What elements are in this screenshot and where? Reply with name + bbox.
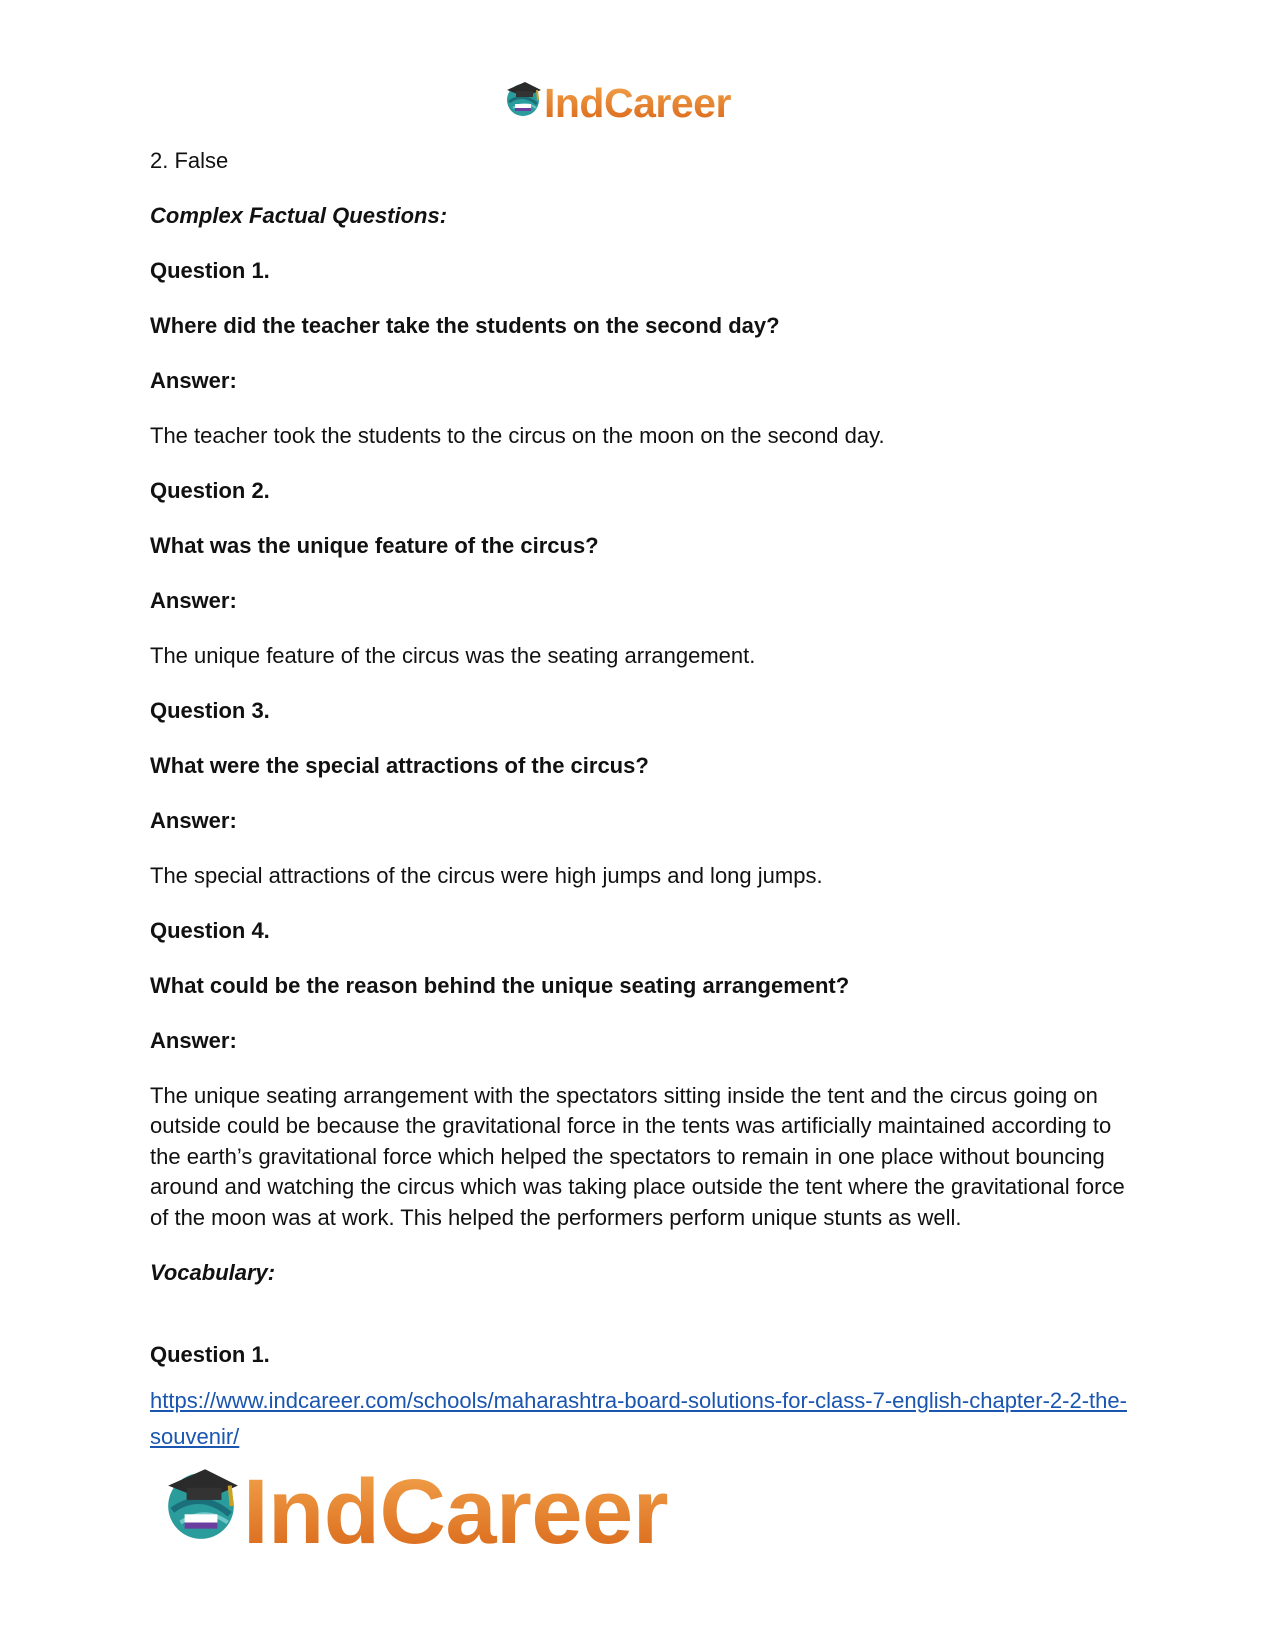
question-4-text: What could be the reason behind the unique seating arrangement? [150,973,850,998]
answer-3-label: Answer: [150,808,237,833]
footer-logo [160,1462,668,1562]
header-logo [503,78,731,128]
logo-wordmark: IndCareer [243,1461,668,1563]
main-content [150,146,1130,1313]
graduation-cap-globe-icon [160,1460,242,1565]
logo-wordmark: IndCareer [544,79,731,126]
question-2-label: Question 2. [150,478,270,503]
answer-4-text: The unique seating arrangement with the spectators sitting inside the tent and the circus going on outside could be because the gravitational force in the tents was artificially maintained according to the earth’s gravitational force which helped the spectators to remain in one place without bouncing around and watching the circus which was taking place outside the tent where the gravitational force of the moon was at work. This helped the performers perform unique stunts as well. [150,1083,1125,1230]
answer-2-text: The unique feature of the circus was the seating arrangement. [150,643,756,668]
answer-2-label: Answer: [150,588,237,613]
question-4-label: Question 4. [150,918,270,943]
section-heading-vocabulary: Vocabulary: [150,1260,276,1286]
answer-1-text: The teacher took the students to the circus on the moon on the second day. [150,423,885,448]
answer-1-label: Answer: [150,368,237,393]
answer-line-false: 2. False [150,148,229,173]
question-3-label: Question 3. [150,698,270,723]
section-heading-complex-factual: Complex Factual Questions: [150,203,448,228]
source-link[interactable]: https://www.indcareer.com/schools/maharashtra-board-solutions-for-class-7-english-chapter-2-2-the-souvenir/ [150,1388,1127,1449]
question-1-text: Where did the teacher take the students on the second day? [150,313,780,338]
source-link-block [150,1383,1130,1455]
question-2-text: What was the unique feature of the circus? [150,533,599,558]
answer-4-label: Answer: [150,1028,237,1053]
graduation-cap-globe-icon [503,78,543,128]
vocab-question-1-label: Question 1. [150,1342,270,1367]
question-1-label: Question 1. [150,258,270,283]
question-3-text: What were the special attractions of the circus? [150,753,649,778]
answer-3-text: The special attractions of the circus were high jumps and long jumps. [150,863,823,888]
